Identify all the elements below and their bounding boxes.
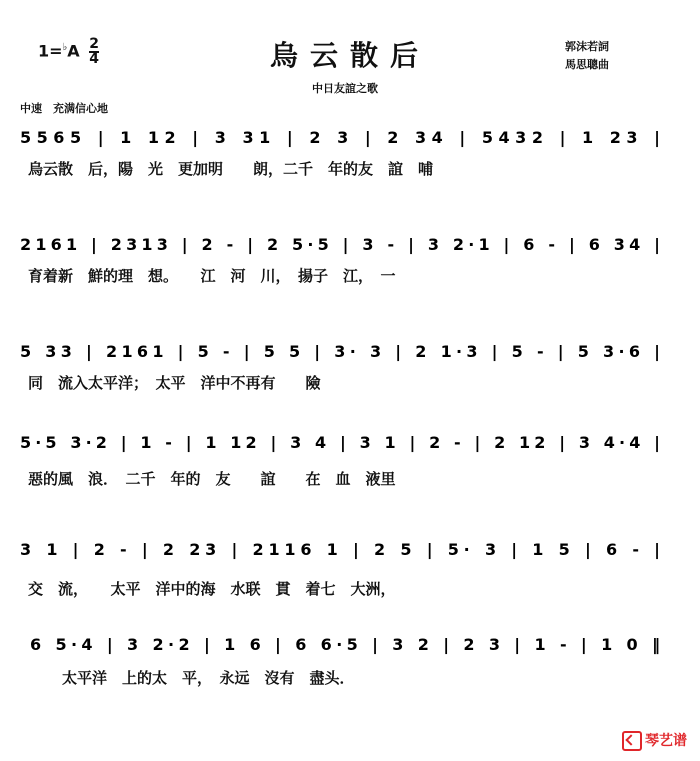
song-subtitle: 中日友誼之歌 [312,82,378,95]
key-signature: 1=♭A $\frac{2}{4}$ [38,36,99,67]
tempo-marking: 中速 充满信心地 [20,102,108,115]
logo-icon [622,731,642,751]
lyricist: 郭沫若詞 [565,40,609,53]
composer: 馬思聰曲 [565,58,609,71]
lyric-line: 同 流入太平洋； 太平 洋中不再有 險 [28,374,321,392]
notation-line: 5565 | 1 12 | 3 31 | 2 3 | 2 34 | 5432 | 1 23 | [20,128,661,147]
lyric-line: 交 流， 太平 洋中的海 水联 貫 着七 大洲， [28,580,396,598]
song-title: 烏云散后 [270,39,431,72]
notation-line: 5 33 | 2161 | 5 - | 5 5 | 3· 3 | 2 1·3 | 5 - | 5 3·6 | [20,342,660,361]
notation-line: 2161 | 2313 | 2 - | 2 5·5 | 3 - | 3 2·1 | 6 - | 6 34 | [20,235,660,254]
notation-line: 5·5 3·2 | 1 - | 1 12 | 3 4 | 3 1 | 2 - | 2 12 | 3 4·4 | [20,433,660,452]
notation-line: 6 5·4 | 3 2·2 | 1 6 | 6 6·5 | 3 2 | 2 3 | 1 - | 1 0 ‖ [30,635,660,654]
watermark-logo: 琴艺谱 [622,730,687,751]
lyric-line: 太平洋 上的太 平， 永远 沒有 盡头． [62,669,355,687]
notation-line: 3 1 | 2 - | 2 23 | 2116 1 | 2 5 | 5· 3 | 1 5 | 6 - | [20,540,660,559]
lyric-line: 烏云散 后，陽 光 更加明 朗，二千 年的友 誼 哺 [28,160,434,178]
lyric-line: 惡的風 浪． 二千 年的 友 誼 在 血 液里 [28,470,396,488]
credits [565,38,609,74]
time-signature: $\frac{2}{4}$ [89,36,99,67]
lyric-line: 育着新 鮮的理 想。 江 河 川， 揚子 江， 一 [28,267,396,285]
